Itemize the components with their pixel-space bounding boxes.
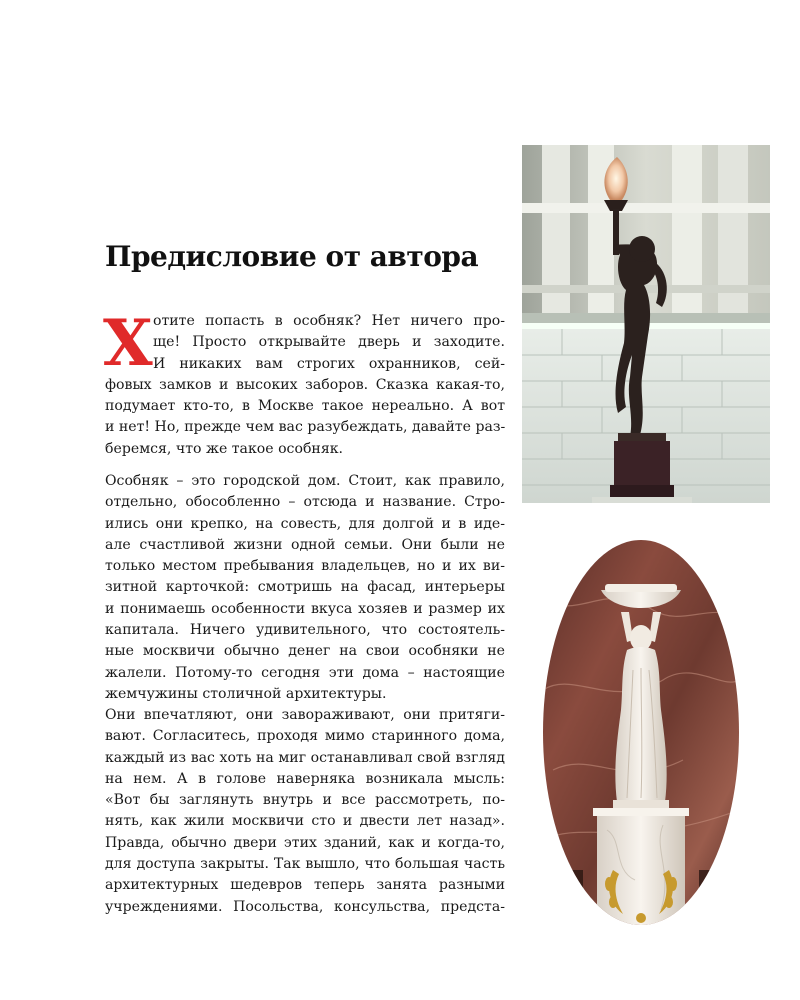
text-line: и понимаешь особенности вкуса хозяев и размер их (105, 600, 505, 617)
text-line: подумает кто-то, в Москве такое нереально. А вот (105, 398, 505, 415)
text-line: ились они крепко, на совесть, для долгой и в иде- (105, 515, 505, 532)
text-line: «Вот бы заглянуть внутрь и все рассмотреть, по- (105, 792, 505, 809)
drop-cap: Х (103, 306, 153, 381)
text-line: отите попасть в особняк? Нет ничего про- (153, 313, 505, 329)
chapter-title: Предисловие от автора (105, 240, 479, 273)
text-line: ще! Просто открывайте дверь и заходите. (153, 334, 505, 351)
paragraph-2 (105, 471, 505, 705)
paragraph-3 (105, 705, 505, 918)
marble-caryatid-statue-photo (543, 540, 739, 925)
text-line: але счастливой жизни одной семьи. Они были не (105, 536, 505, 553)
text-line: вают. Согласитесь, проходя мимо старинного дома, (105, 728, 505, 745)
bronze-cherub-lamp-photo (522, 145, 770, 503)
text-line: беремся, что же такое особняк. (105, 440, 343, 457)
text-line: Особняк – это городской дом. Стоит, как правило, (105, 473, 505, 489)
text-line: Они впечатляют, они завораживают, они притяги- (105, 707, 505, 723)
text-line: И никаких вам строгих охранников, сей- (153, 355, 505, 372)
text-line: зитной карточкой: смотришь на фасад, интерьеры (105, 579, 505, 596)
text-line: ные москвичи обычно денег на свои особняки не (105, 643, 505, 660)
text-line: на нем. А в голове наверняка возникала мысль: (105, 770, 505, 787)
text-line: капитала. Ничего удивительного, что состоятель- (105, 622, 505, 639)
text-line: и нет! Но, прежде чем вас разубеждать, давайте раз- (105, 419, 506, 436)
text-line: каждый из вас хоть на миг останавливал свой взгляд (105, 749, 505, 766)
text-line: жемчужины столичной архитектуры. (105, 685, 387, 702)
text-line: учреждениями. Посольства, консульства, предста- (105, 898, 505, 915)
text-line: только местом пребывания владельцев, но и их ви- (105, 558, 505, 575)
text-line: Правда, обычно двери этих зданий, как и когда-то, (105, 834, 505, 851)
text-line: нять, как жили москвичи сто и двести лет назад». (105, 813, 505, 830)
text-line: для доступа закрыты. Так вышло, что большая часть (105, 856, 505, 873)
text-line: архитектурных шедевров теперь занята разными (105, 877, 505, 894)
text-line: фовых замков и высоких заборов. Сказка какая-то, (105, 376, 505, 393)
text-line: отдельно, обособленно – отсюда и название. Стро- (105, 494, 505, 511)
paragraph-1 (103, 306, 506, 460)
text-line: жалели. Потому-то сегодня эти дома – настоящие (105, 664, 505, 681)
